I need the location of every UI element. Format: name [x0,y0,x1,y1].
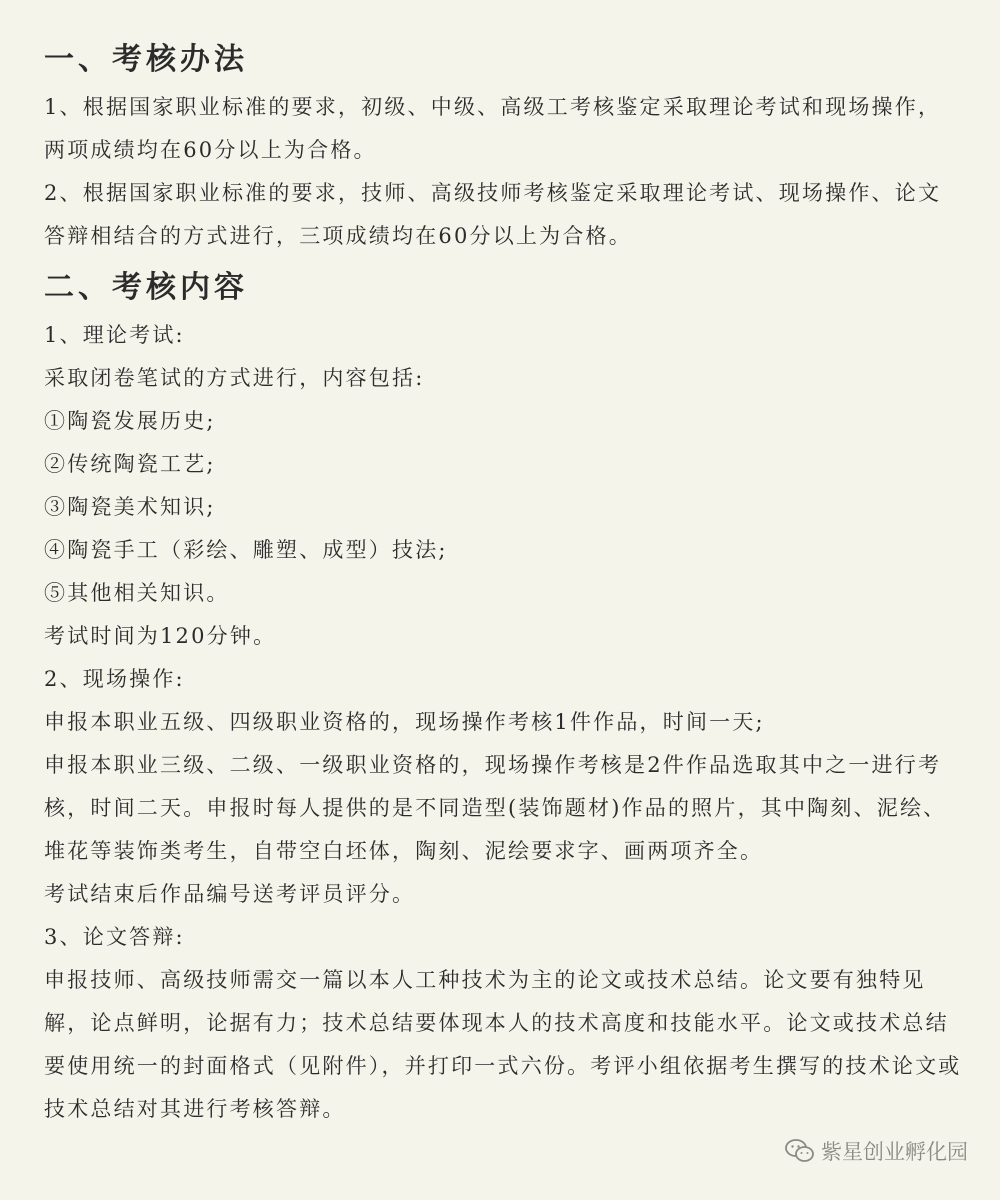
section2-title: 二、考核内容 [44,270,248,305]
document-body [44,38,964,1131]
theory-heading: 1、理论考试: [44,323,185,347]
watermark [785,1136,968,1166]
section1-item-2: 2、根据国家职业标准的要求，技师、高级技师考核鉴定采取理论考试、现场操作、论文答辩相结合的方式进行，三项成绩均在60分以上为合格。 [44,181,942,248]
theory-item-3: ③陶瓷美术知识; [44,495,216,519]
theory-item-2: ②传统陶瓷工艺; [44,452,216,476]
practical-paragraph-2: 申报本职业三级、二级、一级职业资格的，现场操作考核是2件作品选取其中之一进行考核，时间二天。申报时每人提供的是不同造型(装饰题材)作品的照片，其中陶刻、泥绘、堆花等装饰类考生，自带空白坯体，陶刻、泥绘要求字、画两项齐全。 [44,753,947,863]
watermark-text: 紫星创业孵化园 [821,1140,968,1164]
practical-heading: 2、现场操作: [44,667,185,691]
section1-title: 一、考核办法 [44,42,248,77]
theory-time: 考试时间为120分钟。 [44,624,277,648]
wechat-icon [785,1138,815,1164]
theory-item-1: ①陶瓷发展历史; [44,409,216,433]
theory-item-4: ④陶瓷手工（彩绘、雕塑、成型）技法; [44,538,448,562]
practical-paragraph-3: 考试结束后作品编号送考评员评分。 [44,882,416,906]
section1-item-1: 1、根据国家职业标准的要求，初级、中级、高级工考核鉴定采取理论考试和现场操作，两项成绩均在60分以上为合格。 [44,95,942,162]
thesis-paragraph: 申报技师、高级技师需交一篇以本人工种技术为主的论文或技术总结。论文要有独特见解，论点鲜明，论据有力；技术总结要体现本人的技术高度和技能水平。论文或技术总结要使用统一的封面格式（见附件），并打印一式六份。考评小组依据考生撰写的技术论文或技术总结对其进行考核答辩。 [44,968,962,1121]
theory-intro: 采取闭卷笔试的方式进行，内容包括: [44,366,425,390]
theory-item-5: ⑤其他相关知识。 [44,581,230,605]
practical-paragraph-1: 申报本职业五级、四级职业资格的，现场操作考核1件作品，时间一天; [44,710,765,734]
thesis-heading: 3、论文答辩: [44,925,185,949]
